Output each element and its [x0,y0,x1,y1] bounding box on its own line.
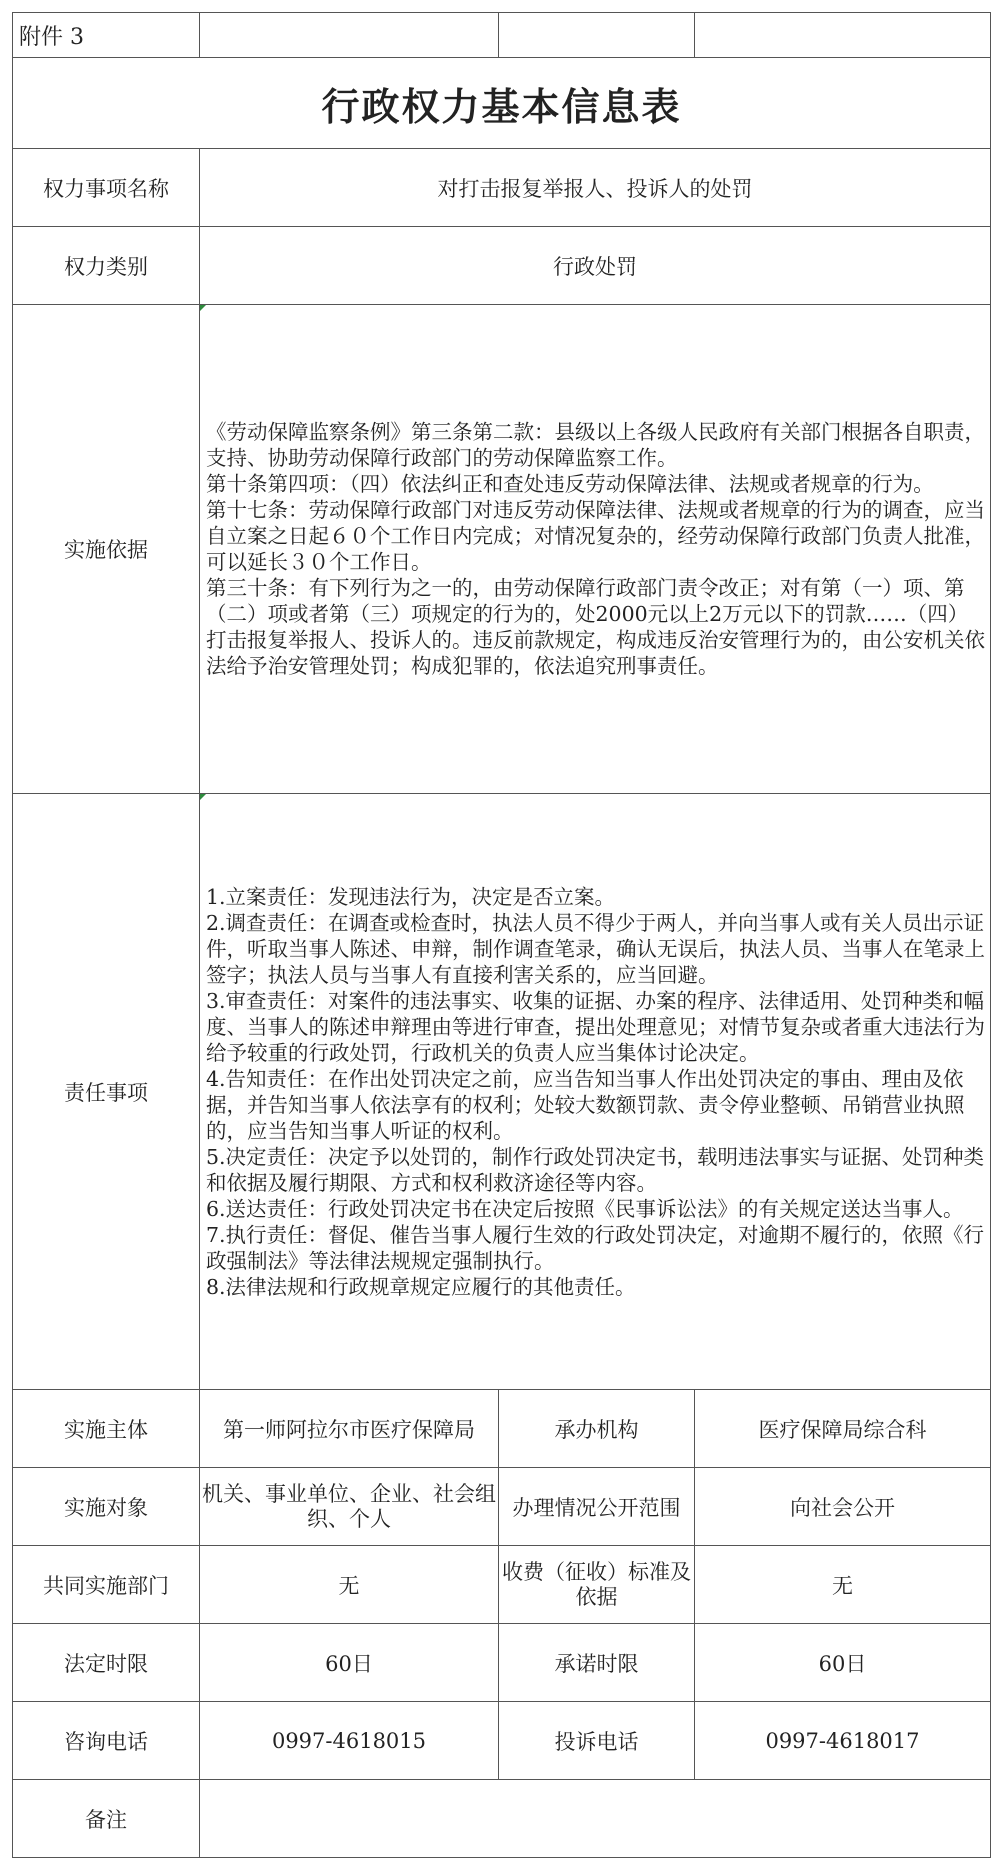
remark-label: 备注 [13,1780,200,1858]
duty-item: 1.立案责任：发现违法行为，决定是否立案。 [206,884,616,909]
handling-org-label: 承办机构 [499,1390,695,1468]
power-name-label: 权力事项名称 [13,149,200,227]
duties-content [200,794,991,1390]
basis-paragraph: 《劳动保障监察条例》第三条第二款：县级以上各级人民政府有关部门根据各自职责，支持、协助劳动保障行政部门的劳动保障监察工作。 [206,420,985,470]
title-row [13,58,991,149]
empty-cell [695,13,991,58]
fee-standard-label: 收费（征收）标准及依据 [499,1546,695,1624]
duty-item: 4.告知责任：在作出处罚决定之前，应当告知当事人作出处罚决定的事由、理由及依据，并告知当事人依法享有的权利；处较大数额罚款、责令停业整顿、吊销营业执照的，应当告知当事人听证的权利。 [206,1066,965,1143]
table-row [13,1780,991,1858]
promised-limit-value: 60日 [695,1624,991,1702]
table-row [13,227,991,305]
basis-paragraph: 第十条第四项：（四）依法纠正和查处违反劳动保障法律、法规或者规章的行为。 [206,472,934,496]
duty-item: 7.执行责任：督促、催告当事人履行生效的行政处罚决定，对逾期不履行的，依照《行政强制法》等法律法规规定强制执行。 [206,1222,985,1273]
table-row [13,1468,991,1546]
duty-item: 5.决定责任：决定予以处罚的，制作行政处罚决定书，载明违法事实与证据、处罚种类和依据及履行期限、方式和权利救济途径等内容。 [206,1144,985,1195]
power-name-value: 对打击报复举报人、投诉人的处罚 [200,149,991,227]
duty-item: 8.法律法规和行政规章规定应履行的其他责任。 [206,1274,636,1299]
table-row [13,794,991,1390]
target-value: 机关、事业单位、企业、社会组织、个人 [200,1468,499,1546]
table-row [13,1390,991,1468]
empty-cell [200,13,499,58]
target-label: 实施对象 [13,1468,200,1546]
complaint-phone-value: 0997-4618017 [695,1702,991,1780]
joint-dept-label: 共同实施部门 [13,1546,200,1624]
page-title: 行政权力基本信息表 [13,58,991,149]
table-row [13,305,991,794]
subject-value: 第一师阿拉尔市医疗保障局 [200,1390,499,1468]
info-sheet [12,12,990,1858]
info-table [12,12,991,1858]
remark-value [200,1780,991,1858]
basis-label: 实施依据 [13,305,200,794]
complaint-phone-label: 投诉电话 [499,1702,695,1780]
attachment-row [13,13,991,58]
basis-paragraph: 第三十条：有下列行为之一的，由劳动保障行政部门责令改正；对有第（一）项、第（二）项或者第（三）项规定的行为的，处2000元以上2万元以下的罚款……（四）打击报复举报人、投诉人的。违反前款规定，构成违反治安管理行为的，由公安机关依法给予治安管理处罚；构成犯罪的，依法追究刑事责任。 [206,576,985,678]
joint-dept-value: 无 [200,1546,499,1624]
consult-phone-label: 咨询电话 [13,1702,200,1780]
promised-limit-label: 承诺时限 [499,1624,695,1702]
duties-label: 责任事项 [13,794,200,1390]
consult-phone-value: 0997-4618015 [200,1702,499,1780]
table-row [13,1546,991,1624]
power-category-label: 权力类别 [13,227,200,305]
handling-org-value: 医疗保障局综合科 [695,1390,991,1468]
legal-limit-label: 法定时限 [13,1624,200,1702]
table-row [13,1702,991,1780]
disclosure-scope-value: 向社会公开 [695,1468,991,1546]
table-row [13,149,991,227]
duty-item: 6.送达责任：行政处罚决定书在决定后按照《民事诉讼法》的有关规定送达当事人。 [206,1196,964,1221]
legal-limit-value: 60日 [200,1624,499,1702]
cell-marker [200,305,206,311]
empty-cell [499,13,695,58]
table-row [13,1624,991,1702]
duty-item: 3.审查责任：对案件的违法事实、收集的证据、办案的程序、法律适用、处罚种类和幅度、当事人的陈述申辩理由等进行审查，提出处理意见；对情节复杂或者重大违法行为给予较重的行政处罚，行政机关的负责人应当集体讨论决定。 [206,988,985,1065]
attachment-label: 附件 3 [13,13,200,58]
disclosure-scope-label: 办理情况公开范围 [499,1468,695,1546]
cell-marker [200,794,206,800]
power-category-value: 行政处罚 [200,227,991,305]
basis-paragraph: 第十七条：劳动保障行政部门对违反劳动保障法律、法规或者规章的行为的调查，应当自立案之日起６０个工作日内完成；对情况复杂的，经劳动保障行政部门负责人批准，可以延长３０个工作日。 [206,498,985,574]
fee-standard-value: 无 [695,1546,991,1624]
basis-content [200,305,991,794]
duty-item: 2.调查责任：在调查或检查时，执法人员不得少于两人，并向当事人或有关人员出示证件，听取当事人陈述、申辩，制作调查笔录，确认无误后，执法人员、当事人在笔录上签字；执法人员与当事人有直接利害关系的，应当回避。 [206,910,985,987]
subject-label: 实施主体 [13,1390,200,1468]
